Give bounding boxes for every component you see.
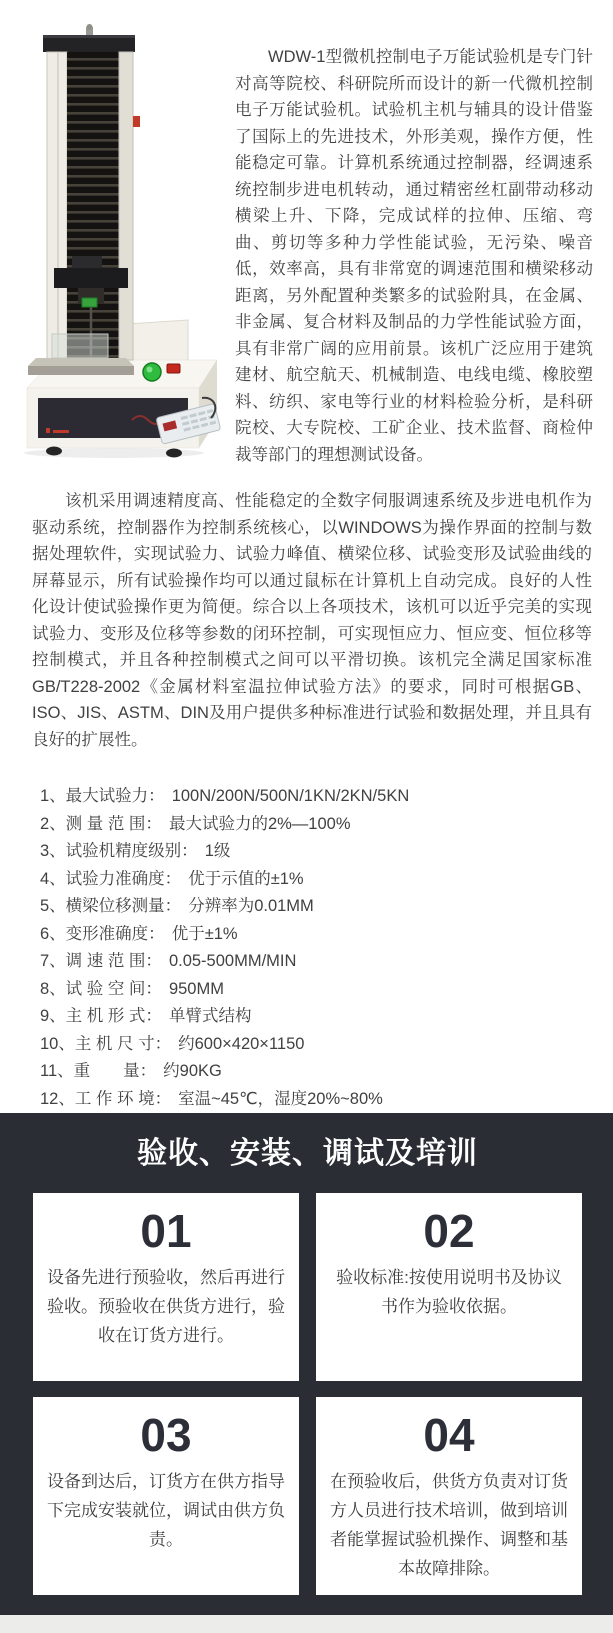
spec-label: 3、试验机精度级别： (40, 842, 198, 860)
spec-label: 11、重 量： (40, 1062, 157, 1080)
spec-row-crosshead-displacement (40, 893, 593, 921)
spec-label: 4、试验力准确度： (40, 869, 182, 888)
machine-red-marker (133, 116, 140, 127)
card-number: 02 (423, 1205, 475, 1257)
spec-row-weight (40, 1058, 593, 1086)
card-number: 01 (140, 1205, 192, 1257)
spec-label: 10、主 机 尺 寸： (40, 1034, 172, 1053)
spec-value: 最大试验力的2%—100% (168, 814, 351, 833)
spec-row-accuracy-class (40, 838, 593, 866)
spec-value: 单臂式结构 (168, 1007, 252, 1025)
acceptance-cards (33, 1193, 582, 1595)
intro-text-column (232, 20, 593, 468)
spec-value: 950MM (168, 979, 224, 998)
acceptance-title: 验收、安装、调试及培训 (137, 1137, 478, 1170)
card-text: 设备先进行预验收，然后再进行验收。预验收在供货方进行，验收在订货方进行。 (47, 1268, 285, 1345)
intro-paragraph-2-wrap (32, 488, 592, 753)
card-text: 验收标准:按使用说明书及协议书作为验收依据。 (336, 1268, 562, 1316)
spec-label: 1、最大试验力： (40, 787, 165, 805)
spec-label: 8、试 验 空 间： (40, 979, 162, 998)
spec-value: 优于示值的±1% (188, 869, 304, 888)
spec-row-max-force (40, 783, 593, 811)
spec-row-speed-range (40, 948, 593, 976)
spec-value: 100N/200N/500N/1KN/2KN/5KN (171, 787, 410, 805)
spec-row-frame-type (40, 1003, 593, 1031)
machine-illustration (14, 20, 232, 458)
acceptance-card-3 (33, 1397, 299, 1595)
intro-paragraph-2: 该机采用调速精度高、性能稳定的全数字伺服调速系统及步进电机作为驱动系统，控制器作为控制系统核心，以WINDOWS为操作界面的控制与数据处理软件，实现试验力、试验力峰值、横梁位移、试验变形及试验曲线的屏幕显示，所有试验操作均可以通过鼠标在计算机上自动完成。良好的人性化设计使试验操作更为简便。综合以上各项技术，该机可以近乎完美的实现试验力、变形及位移等参数的闭环控制，可实现恒应力、恒应变、恒位移等控制模式，并且各种控制模式之间可以平滑切换。该机完全满足国家标准GB/T228-2002《金属材料室温拉伸试验方法》的要求，同时可根据GB、ISO、JIS、ASTM、DIN及用户提供多种标准进行试验和数据处理，并且具有良好的扩展性。 (32, 492, 592, 749)
spec-row-deformation-accuracy (40, 921, 593, 949)
machine-green-button (143, 363, 161, 381)
spec-value: 约90KG (163, 1062, 222, 1080)
spec-row-force-accuracy (40, 866, 593, 894)
specs-list (40, 783, 593, 1113)
spec-row-dimensions (40, 1031, 593, 1059)
spec-label: 7、调 速 范 围： (40, 952, 162, 970)
intro-paragraph-1: WDW-1型微机控制电子万能试验机是专门针对高等院校、科研院所而设计的新一代微机控制电子万能试验机。试验机主机与辅具的设计借鉴了国际上的先进技术，外形美观，操作方便，性能稳定可靠。计算机系统通过控制器，经调速系统控制步进电机转动，通过精密丝杠副带动移动横梁上升、下降，完成试样的拉伸、压缩、弯曲、剪切等多种力学性能试验，无污染、噪音低，效率高，具有非常宽的调速范围和横梁移动距离，另外配置种类繁多的试验附具，在金属、非金属、复合材料及制品的力学性能试验方面，具有非常广阔的应用前景。该机广泛应用于建筑建材、航空航天、机械制造、电线电缆、橡胶塑料、纺织、家电等行业的材料检验分析，是科研院校、大专院校、工矿企业、技术监督、商检仲裁等部门的理想测试设备。 (235, 48, 593, 464)
acceptance-card-4 (316, 1397, 582, 1595)
machine-photo (14, 20, 232, 468)
machine-red-switch (167, 364, 180, 373)
acceptance-section (0, 1113, 613, 1615)
spec-value: 约600×420×1150 (178, 1034, 305, 1053)
card-text: 设备到达后，订货方在供方指导下完成安装就位，调试由供方负责。 (47, 1472, 285, 1549)
acceptance-card-1 (33, 1193, 299, 1381)
spec-value: 0.05-500MM/MIN (168, 952, 297, 970)
spec-label: 12、工 作 环 境： (40, 1089, 172, 1108)
card-number: 03 (140, 1409, 192, 1461)
card-number: 04 (423, 1409, 475, 1461)
card-text: 在预验收后，供货方负责对订货方人员进行技术培训，做到培训者能掌握试验机操作、调整和基本故障排除。 (330, 1472, 568, 1578)
spec-value: 优于±1% (171, 924, 238, 943)
spec-row-test-space (40, 976, 593, 1004)
spec-value: 室温~45℃，湿度20%~80% (178, 1089, 383, 1108)
spec-label: 2、测 量 范 围： (40, 814, 162, 833)
spec-value: 1级 (204, 842, 231, 860)
acceptance-card-2 (316, 1193, 582, 1381)
spec-row-measure-range (40, 811, 593, 839)
footer-strip (0, 1615, 613, 1633)
spec-label: 9、主 机 形 式： (40, 1007, 162, 1025)
spec-value: 分辨率为0.01MM (188, 897, 314, 915)
spec-label: 5、横梁位移测量： (40, 897, 182, 915)
spec-label: 6、变形准确度： (40, 924, 165, 943)
top-section (0, 0, 613, 468)
spec-row-environment (40, 1086, 593, 1114)
